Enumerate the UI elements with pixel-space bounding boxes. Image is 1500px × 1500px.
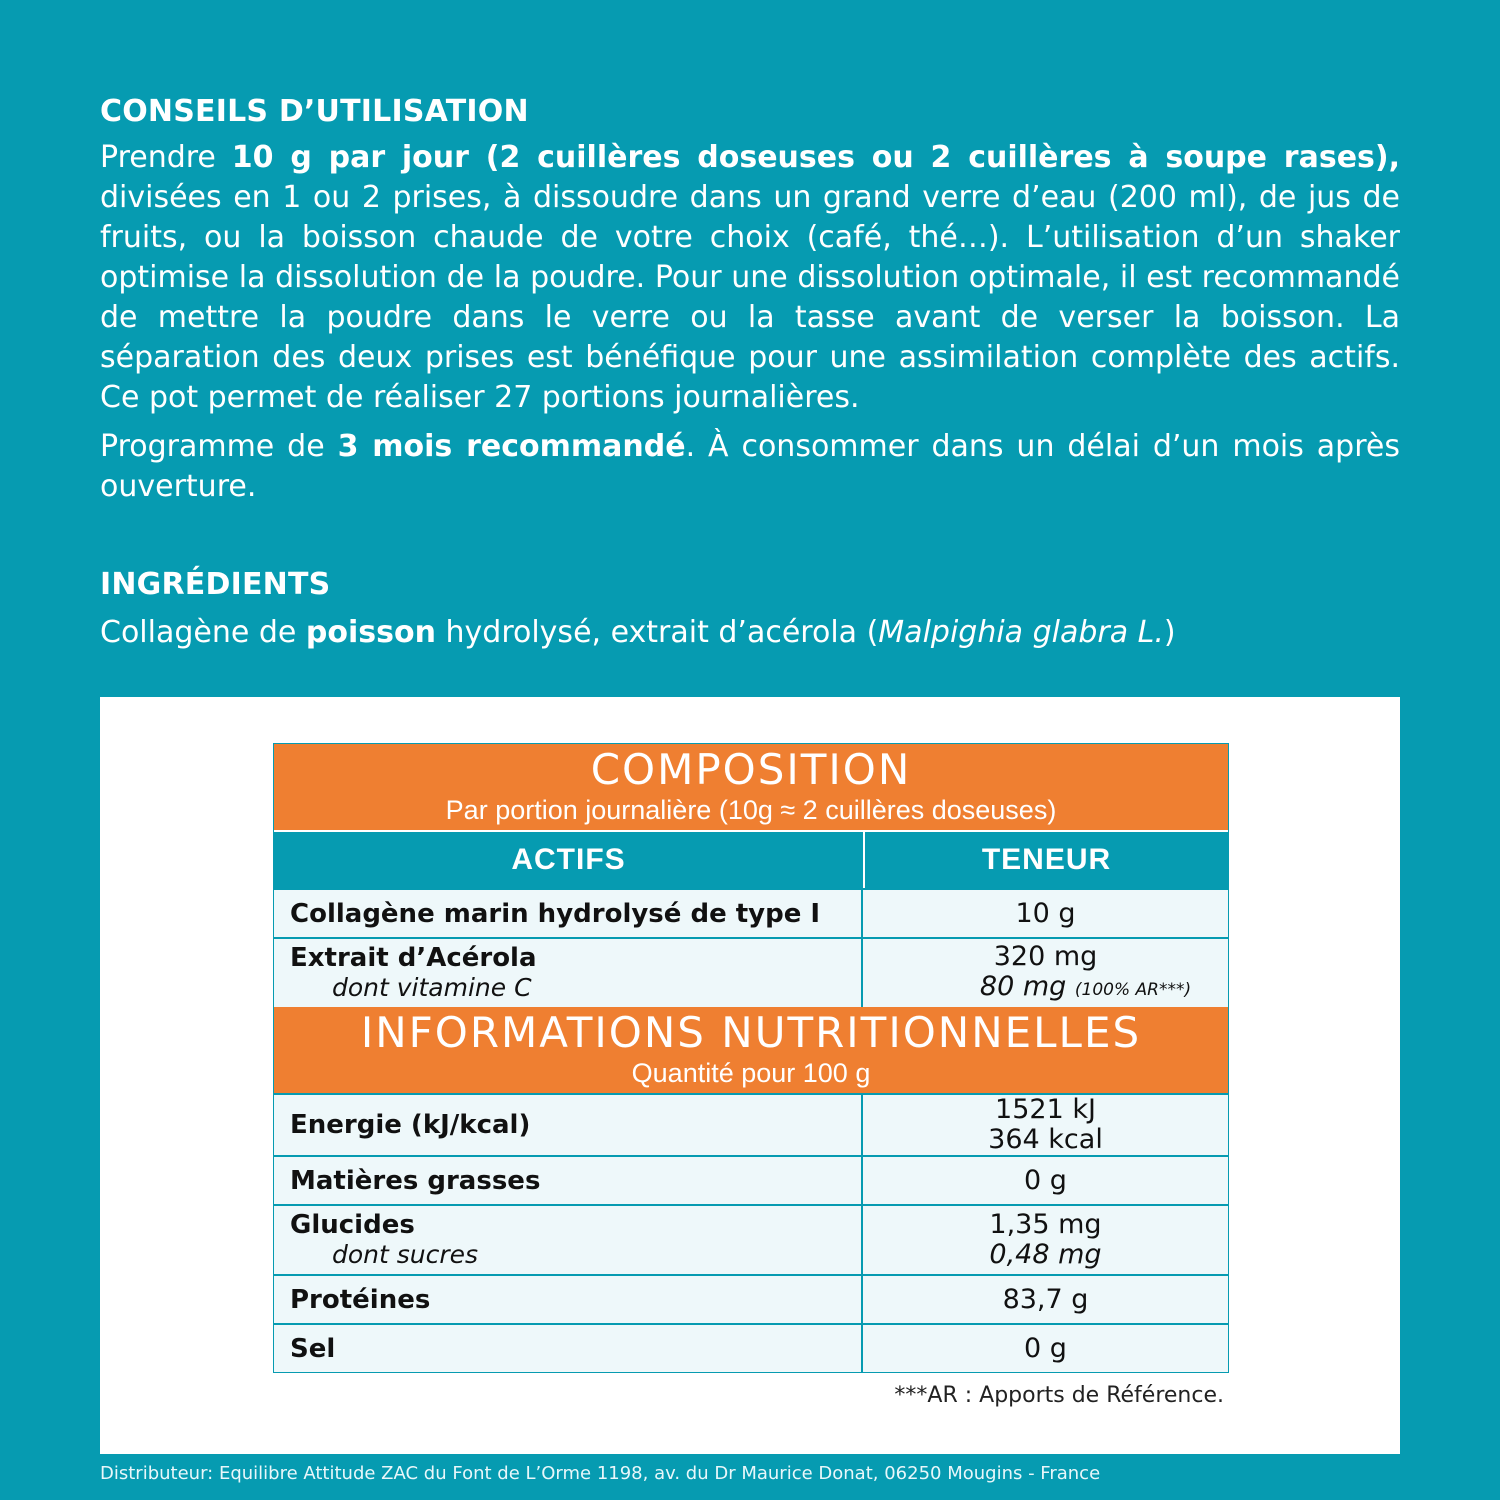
row-label: Extrait d’Acérola — [290, 943, 537, 973]
table-row — [274, 1204, 1228, 1274]
table-row — [274, 888, 1228, 937]
row-value-2: 364 kcal — [988, 1124, 1103, 1155]
row-label: Sel — [290, 1333, 336, 1364]
program-text: Programme de — [100, 429, 338, 464]
ingredients-text — [100, 613, 1400, 653]
ingredients-section — [100, 565, 1400, 653]
table-row — [274, 1274, 1228, 1323]
usage-paragraph-2 — [100, 427, 1400, 507]
row-value: 1521 kJ — [995, 1094, 1096, 1125]
composition-band — [274, 744, 1228, 830]
table-row — [274, 1323, 1228, 1372]
ingredient-part: hydrolysé, extrait d’acérola ( — [435, 615, 879, 650]
header-teneur: TENEUR — [981, 843, 1112, 876]
row-value: 83,7 g — [1002, 1283, 1089, 1315]
row-value: 0 g — [1024, 1332, 1067, 1364]
usage-text-rest: divisées en 1 ou 2 prises, à dissoudre dans un grand verre d’eau (200 ml), de jus de fruits, ou la boisson chaude de votre choix (café, thé…). L’utilisation d’un shaker optimise la dissolution de la poudre. Pour une dissolution optimale, il est recommandé de mettre la poudre dans le verre ou la tasse avant de verser la boisson. La séparation des deux prises est bénéfique pour une assimilation complète des actifs. Ce pot permet de réaliser 27 portions journalières. — [100, 180, 1400, 415]
ingredient-latin-name: Malpighia glabra L. — [878, 615, 1164, 650]
usage-heading: CONSEILS D’UTILISATION — [100, 94, 529, 129]
table-row — [274, 937, 1228, 1007]
nutrition-band — [274, 1007, 1228, 1093]
nutrition-title: INFORMATIONS NUTRITIONNELLES — [360, 1008, 1142, 1057]
row-value: 320 mg — [993, 940, 1098, 972]
row-label: Glucides — [290, 1210, 415, 1240]
distributor-info: Distributeur: Equilibre Attitude ZAC du Font de L’Orme 1198, av. du Dr Maurice Donat, 06250 Mougins - France — [100, 1463, 1101, 1484]
ingredients-heading: INGRÉDIENTS — [100, 567, 331, 602]
footnote: ***AR : Apports de Référence. — [894, 1383, 1224, 1408]
table-header — [274, 830, 1228, 888]
composition-panel — [100, 697, 1400, 1454]
usage-section — [100, 92, 1400, 507]
usage-dose-bold: 10 g par jour (2 cuillères doseuses ou 2 cuillères à soupe rases), — [231, 140, 1401, 175]
row-label: Collagène marin hydrolysé de type I — [290, 898, 821, 929]
composition-subtitle: Par portion journalière (10g ≈ 2 cuillères doseuses) — [445, 795, 1057, 825]
ingredient-part: ) — [1163, 615, 1176, 650]
ingredient-part: Collagène de — [100, 615, 306, 650]
row-sublabel: dont sucres — [332, 1240, 479, 1269]
row-label: Matières grasses — [290, 1165, 541, 1196]
table-row — [274, 1155, 1228, 1204]
subvalue-text: 80 mg — [979, 970, 1067, 1002]
usage-text: Prendre — [100, 140, 232, 175]
usage-paragraph-1 — [100, 138, 1400, 418]
row-subvalue — [900, 972, 1191, 1005]
composition-table — [273, 743, 1229, 1373]
ar-note: (100% AR***) — [1074, 979, 1192, 1000]
nutrition-subtitle: Quantité pour 100 g — [631, 1058, 871, 1088]
program-bold: 3 mois recommandé — [337, 429, 686, 464]
header-actifs: ACTIFS — [274, 832, 865, 888]
row-sublabel: dont vitamine C — [332, 973, 532, 1002]
row-label: Energie (kJ/kcal) — [290, 1110, 531, 1140]
row-value: 0 g — [1024, 1164, 1067, 1196]
row-subvalue: 0,48 mg — [989, 1239, 1102, 1270]
row-label: Protéines — [290, 1284, 431, 1315]
row-value: 10 g — [1015, 897, 1076, 929]
program-text-rest: . À consommer dans un délai d’un mois après ouverture. — [100, 429, 1400, 504]
ingredient-allergen: poisson — [305, 615, 436, 650]
table-row — [274, 1093, 1228, 1155]
composition-title: COMPOSITION — [590, 745, 912, 794]
row-value: 1,35 mg — [989, 1209, 1102, 1240]
